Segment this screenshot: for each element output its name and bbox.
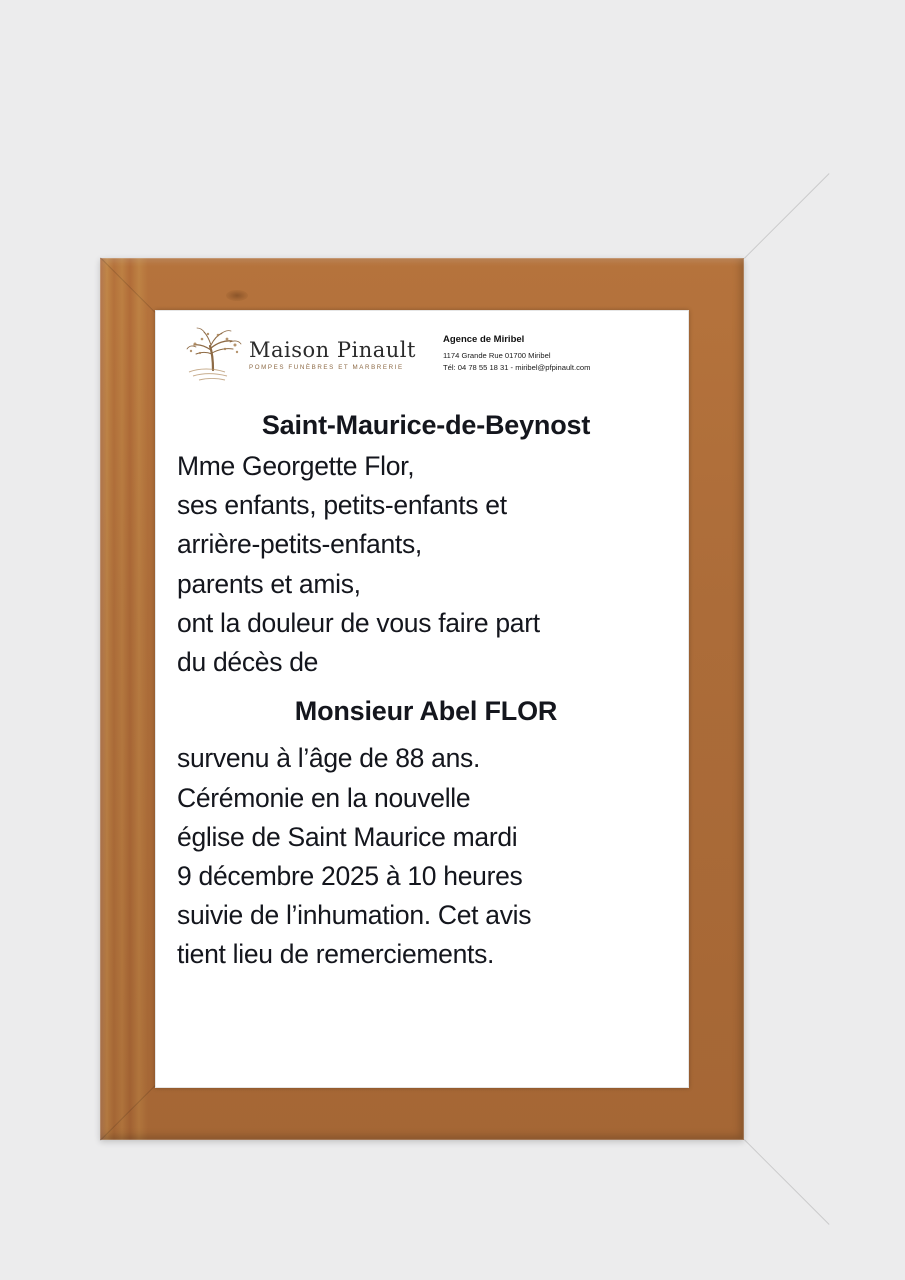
agency-block xyxy=(443,334,590,374)
deceased-name: Monsieur Abel FLOR xyxy=(294,696,558,727)
notice-detail-line: église de Saint Maurice mardi xyxy=(177,821,518,852)
picture-frame xyxy=(100,258,744,1140)
company-logo-text xyxy=(249,339,416,371)
company-tagline: POMPES FUNÈBRES ET MARBRERIE xyxy=(249,364,404,372)
notice-detail-line: suivie de l’inhumation. Cet avis xyxy=(177,900,532,931)
notice-city: Saint-Maurice-de-Beynost xyxy=(261,410,591,440)
notice-intro-line: Mme Georgette Flor, xyxy=(177,451,415,481)
notice-intro-line: ont la douleur de vous faire part xyxy=(177,607,540,638)
notice-detail-line: 9 décembre 2025 à 10 heures xyxy=(177,860,523,891)
agency-address: 1174 Grande Rue 01700 Miribel xyxy=(443,351,551,360)
notice-intro-line: du décès de xyxy=(177,647,319,678)
frame-wood-knot xyxy=(226,290,248,301)
funeral-notice-paper xyxy=(155,310,689,1088)
frame-mitre-bottom-right xyxy=(744,1139,830,1225)
company-logo xyxy=(183,326,416,384)
tree-logo-icon xyxy=(183,326,245,384)
notice-intro-line: parents et amis, xyxy=(177,568,361,599)
notice-detail-line: tient lieu de remerciements. xyxy=(177,939,495,970)
notice-detail-line: Cérémonie en la nouvelle xyxy=(177,782,471,813)
company-name: Maison Pinault xyxy=(249,337,416,362)
notice-detail-line: survenu à l’âge de 88 ans. xyxy=(177,743,481,774)
agency-title: Agence de Miribel xyxy=(443,334,525,345)
frame-mitre-top-right xyxy=(744,173,830,259)
notice-intro-line: ses enfants, petits-enfants et xyxy=(177,490,507,521)
agency-contact: Tél: 04 78 55 18 31 - miribel@pfpinault.com xyxy=(443,362,591,372)
death-notice xyxy=(155,410,689,975)
letterhead xyxy=(155,318,689,402)
notice-intro-line: arrière-petits-enfants, xyxy=(177,529,422,560)
